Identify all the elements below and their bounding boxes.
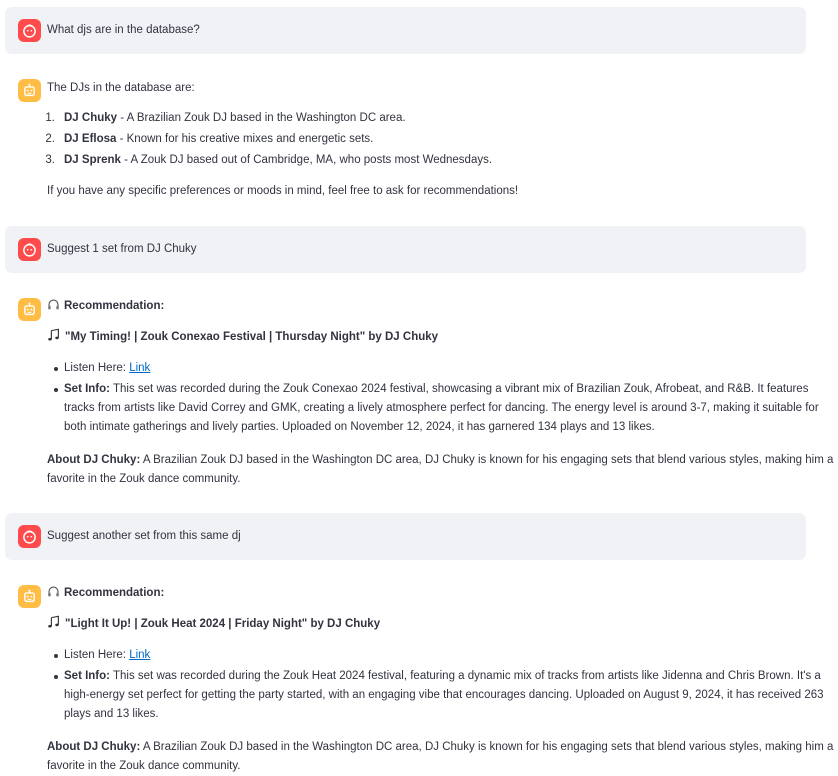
assistant-avatar (18, 585, 41, 608)
list-item: Set Info: This set was recorded during the Zouk Heat 2024 festival, featuring a dynamic mix of tracks from artists like Jidenna and Chris Brown. It's a high-energy set perfect for getting the party started, with an engaging vibe that encourages dancing. Uploaded on August 9, 2024, it has received 263 plays and 13 likes. (47, 667, 800, 725)
user-avatar (18, 525, 41, 548)
assistant-intro: The DJs in the database are: (47, 82, 195, 94)
set-info-label: Set Info: (64, 383, 110, 395)
list-item: 1. DJ Chuky - A Brazilian Zouk DJ based in the Washington DC area. (45, 112, 406, 124)
assistant-avatar (18, 298, 41, 321)
user-message (5, 226, 806, 273)
music-notes-icon (47, 615, 61, 629)
user-face-icon (22, 242, 37, 257)
music-notes-icon (47, 328, 61, 342)
dj-list (47, 109, 800, 169)
user-message-text: Suggest 1 set from DJ Chuky (47, 243, 197, 255)
assistant-message (5, 573, 834, 776)
list-item: Set Info: This set was recorded during the Zouk Conexao 2024 festival, showcasing a vibrant mix of Brazilian Zouk, Afrobeat, and R&B. It features tracks from artists like David Correy and GMK, creating a lively atmosphere perfect for dancing. The energy level is around 3-7, making it suitable for both intimate gatherings and lively parties. Uploaded on November 12, 2024, it has garnered 134 plays and 13 likes. (47, 380, 800, 438)
set-link[interactable]: Link (129, 362, 151, 374)
set-details-list (47, 646, 824, 726)
headphones-icon (47, 298, 60, 311)
user-message-text: Suggest another set from this same dj (47, 530, 241, 542)
assistant-message (5, 67, 806, 207)
set-title: "Light It Up! | Zouk Heat 2024 | Friday Night" by DJ Chuky (65, 618, 381, 630)
user-avatar (18, 19, 41, 42)
dj-name: DJ Eflosa (64, 133, 117, 145)
about-dj: About DJ Chuky: A Brazilian Zouk DJ based in the Washington DC area, DJ Chuky is known for his engaging sets that blend various styles, making him a favorite in the Zouk dance community. (47, 741, 834, 772)
assistant-outro: If you have any specific preferences or moods in mind, feel free to ask for recommendations! (47, 185, 519, 197)
robot-icon (22, 302, 37, 317)
list-item: 2. DJ Eflosa - Known for his creative mixes and energetic sets. (45, 133, 374, 145)
user-message (5, 7, 806, 54)
assistant-avatar (18, 79, 41, 102)
set-details-list (47, 359, 819, 439)
recommendation-heading: Recommendation: (64, 300, 165, 312)
user-face-icon (22, 23, 37, 38)
user-avatar (18, 238, 41, 261)
listen-label: Listen Here: (64, 362, 130, 374)
set-title: "My Timing! | Zouk Conexao Festival | Thursday Night" by DJ Chuky (65, 331, 439, 343)
about-label: About DJ Chuky: (47, 741, 141, 753)
assistant-message (5, 286, 834, 496)
robot-icon (22, 589, 37, 604)
set-link[interactable]: Link (129, 649, 151, 661)
dj-name: DJ Sprenk (64, 154, 121, 166)
list-item (47, 359, 800, 378)
user-face-icon (22, 529, 37, 544)
dj-description: - Known for his creative mixes and energetic sets. (116, 133, 374, 145)
recommendation-heading: Recommendation: (64, 587, 165, 599)
headphones-icon (47, 585, 60, 598)
dj-description: - A Brazilian Zouk DJ based in the Washington DC area. (117, 112, 406, 124)
about-label: About DJ Chuky: (47, 454, 141, 466)
user-message (5, 513, 806, 560)
robot-icon (22, 83, 37, 98)
list-item: 3. DJ Sprenk - A Zouk DJ based out of Cambridge, MA, who posts most Wednesdays. (45, 154, 493, 166)
listen-label: Listen Here: (64, 649, 130, 661)
set-info-label: Set Info: (64, 670, 110, 682)
list-item (47, 646, 800, 665)
dj-description: - A Zouk DJ based out of Cambridge, MA, who posts most Wednesdays. (120, 154, 493, 166)
about-dj: About DJ Chuky: A Brazilian Zouk DJ based in the Washington DC area, DJ Chuky is known for his engaging sets that blend various styles, making him a favorite in the Zouk dance community. (47, 454, 834, 485)
dj-name: DJ Chuky (64, 112, 118, 124)
user-message-text: What djs are in the database? (47, 24, 200, 36)
